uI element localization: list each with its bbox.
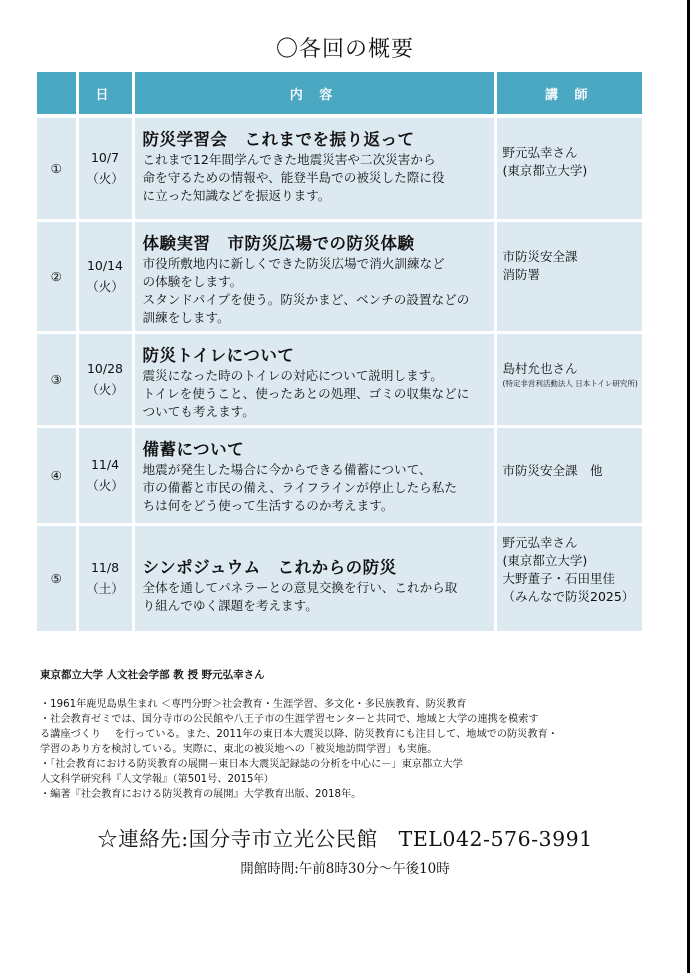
lecturer-affiliation: （みんなで防災2025） bbox=[502, 588, 635, 604]
session-number: ⑤ bbox=[37, 524, 77, 632]
session-date bbox=[77, 524, 133, 632]
header-lecturer: 講 師 bbox=[495, 72, 642, 116]
table-header-row bbox=[37, 72, 642, 116]
profile-line: ・社会教育ゼミでは、国分寺市の公民館や八王子市の生涯学習センターと共同で、地域と大学の連携を模索す bbox=[40, 714, 539, 725]
lecturer-name: 野元弘幸さん bbox=[502, 145, 578, 160]
profile-line: る講座づくり を行っている。また、2011年の東日本大震災以降、防災教育にも注目して、地域での防災教育・ bbox=[40, 729, 558, 740]
session-title: 防災学習会 これまでを振り返って bbox=[142, 130, 415, 149]
content-line: 命を守るための情報や、能登半島での被災した際に役 bbox=[142, 170, 445, 185]
session-content bbox=[133, 116, 495, 220]
session-content bbox=[133, 426, 495, 524]
session-title: 体験実習 市防災広場での防災体験 bbox=[142, 233, 415, 253]
session-title: シンポジュウム これからの防災 bbox=[142, 557, 397, 577]
opening-hours: 開館時間:午前8時30分～午後10時 bbox=[240, 861, 450, 877]
profile-line: ・「社会教育における防災教育の展開－東日本大震災記録誌の分析を中心に－」東京都立大学 bbox=[40, 759, 463, 770]
weekday-text: （火） bbox=[86, 382, 124, 397]
profile-line: 学習のあり方を検討している。実際に、東北の被災地への「被災地訪問学習」も実施。 bbox=[40, 744, 438, 755]
session-lecturer bbox=[495, 524, 642, 632]
lecturer-name: 市防災安全課 bbox=[502, 248, 578, 264]
lecturer-affiliation: (東京都立大学) bbox=[502, 552, 588, 568]
date-text: 11/4 bbox=[90, 457, 120, 472]
content-line: に立った知識などを振返ります。 bbox=[142, 188, 331, 203]
profile-line: 人文科学研究科『人文学報』（第501号、2015年） bbox=[40, 774, 274, 785]
schedule-table bbox=[37, 72, 642, 634]
date-text: 11/8 bbox=[90, 560, 120, 575]
session-number: ② bbox=[37, 220, 77, 332]
content-line: トイレを使うこと、使ったあとの処理、ゴミの収集などに bbox=[142, 385, 470, 401]
weekday-text: （火） bbox=[86, 478, 124, 493]
session-title: 備蓄について bbox=[142, 439, 245, 459]
session-lecturer bbox=[495, 332, 642, 426]
session-content bbox=[133, 220, 495, 332]
session-number: ③ bbox=[37, 332, 77, 426]
weekday-text: （土） bbox=[86, 581, 124, 596]
table-row bbox=[37, 116, 642, 220]
content-line: 震災になった時のトイレの対応について説明します。 bbox=[142, 367, 443, 383]
profile-line: ・編著『社会教育における防災教育の展開』大学教育出版、2018年。 bbox=[40, 789, 362, 800]
table-row bbox=[37, 426, 642, 524]
session-number: ④ bbox=[37, 426, 77, 524]
lecturer-name: 消防署 bbox=[502, 266, 541, 282]
content-line: ちは何をどう使って生活するのか考えます。 bbox=[142, 497, 394, 513]
content-line: 訓練をします。 bbox=[142, 309, 230, 325]
session-title: 防災トイレについて bbox=[142, 345, 295, 365]
header-date: 日 bbox=[77, 72, 133, 116]
contact-info: ☆連絡先:国分寺市立光公民館 TEL042-576-3991 bbox=[97, 827, 593, 851]
session-content bbox=[133, 332, 495, 426]
content-line: の体験をします。 bbox=[142, 273, 243, 289]
session-content bbox=[133, 524, 495, 632]
date-text: 10/14 bbox=[86, 258, 124, 273]
table-row bbox=[37, 332, 642, 426]
lecturer-name: 野元弘幸さん bbox=[502, 534, 578, 550]
content-line: ついても考えます。 bbox=[142, 403, 255, 419]
lecturer-affiliation: (特定非営利活動法人 日本トイレ研究所) bbox=[502, 378, 638, 388]
content-line: スタンドパイプを使う。防災かまど、ベンチの設置などの bbox=[142, 291, 470, 307]
content-line: 市役所敷地内に新しくできた防災広場で消火訓練など bbox=[142, 255, 445, 271]
header-no bbox=[37, 72, 77, 116]
lecturer-name: 島村允也さん bbox=[502, 360, 578, 376]
section-heading: 〇各回の概要 bbox=[275, 37, 414, 62]
session-date bbox=[77, 220, 133, 332]
session-number: ① bbox=[37, 116, 77, 220]
weekday-text: （火） bbox=[86, 279, 124, 294]
session-lecturer bbox=[495, 426, 642, 524]
content-line: 地震が発生した場合に今からできる備蓄について、 bbox=[142, 461, 432, 477]
content-line: り組んでゆく課題を考えます。 bbox=[142, 597, 318, 613]
lecturer-affiliation: (東京都立大学) bbox=[502, 163, 588, 178]
profile-line: ・1961年鹿児島県生まれ ＜専門分野＞社会教育・生涯学習、多文化・多民族教育、防災教育 bbox=[40, 699, 467, 710]
session-date bbox=[77, 426, 133, 524]
session-date bbox=[77, 116, 133, 220]
date-text: 10/28 bbox=[86, 361, 124, 376]
session-lecturer bbox=[495, 220, 642, 332]
content-line: 市の備蓄と市民の備え、ライフラインが停止したら私た bbox=[142, 479, 457, 495]
content-line: 全体を通してパネラーとの意見交換を行い、これから取 bbox=[142, 579, 458, 595]
date-text: 10/7 bbox=[90, 150, 120, 166]
profile-name: 東京都立大学 人文社会学部 教 授 野元弘幸さん bbox=[40, 669, 265, 681]
session-lecturer bbox=[495, 116, 642, 220]
lecturer-profile bbox=[40, 668, 650, 802]
table-row bbox=[37, 524, 642, 632]
weekday-text: （火） bbox=[86, 171, 124, 187]
session-date bbox=[77, 332, 133, 426]
lecturer-name: 大野董子・石田里佳 bbox=[502, 570, 616, 586]
table-row bbox=[37, 220, 642, 332]
lecturer-name: 市防災安全課 他 bbox=[502, 462, 603, 478]
header-content: 内 容 bbox=[133, 72, 495, 116]
content-line: これまで12年間学んできた地震災害や二次災害から bbox=[142, 152, 436, 167]
